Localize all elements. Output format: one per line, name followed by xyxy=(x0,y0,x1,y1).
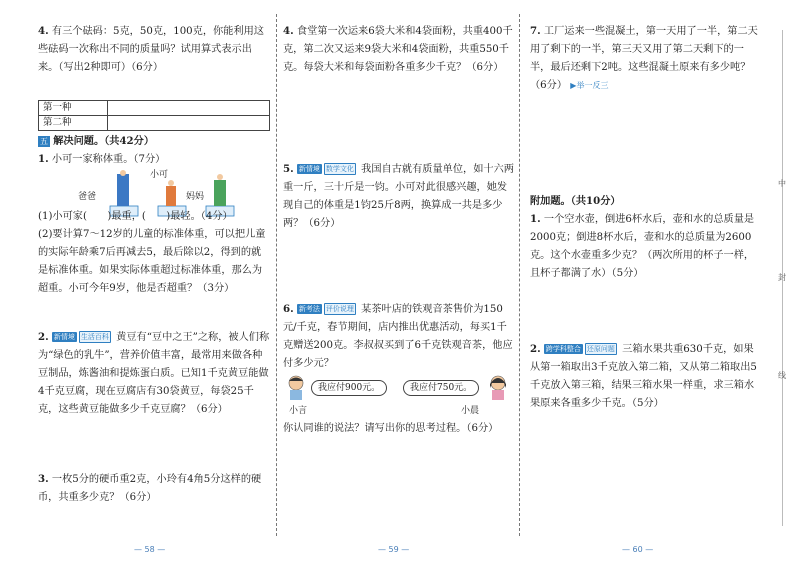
tag-badge: 数学文化 xyxy=(325,165,354,173)
figure-dad xyxy=(117,174,129,206)
bonus-question-1 xyxy=(530,210,758,283)
section-title: 附加题。（共10分） xyxy=(530,195,621,207)
question-number: 6. xyxy=(283,303,294,315)
column-divider xyxy=(519,14,520,536)
figure-xiaoke-head xyxy=(168,180,174,186)
binding-mark: 封 xyxy=(778,273,786,282)
page-number: — 59 — xyxy=(378,545,410,554)
table-row xyxy=(39,101,270,116)
question-number: 2. xyxy=(530,343,541,355)
question-number: 7. xyxy=(530,25,541,37)
question-number: 4. xyxy=(38,25,49,37)
question-number: 1. xyxy=(530,213,541,225)
answer-cell[interactable] xyxy=(108,116,270,131)
figure-dad-head xyxy=(120,170,126,176)
name-right: 小晨 xyxy=(461,406,480,416)
question-number: 4. xyxy=(283,25,294,37)
question-text: (2)要计算7～12岁的儿童的标准体重，可以把儿童的实际年龄乘7后再减去5，最后除以2，得到的就是标准体重。如果实际体重超过标准体重，那么为超重。小可今年9岁，他是否超重？（3分） xyxy=(38,229,266,294)
question-number: 2. xyxy=(38,331,49,343)
question-text: 你认同谁的说法？请写出你的思考过程。（6分） xyxy=(283,423,499,434)
question-number: 3. xyxy=(38,473,49,485)
speech-bubble-left: 我应付900元。 xyxy=(311,380,387,396)
question-text: 黄豆有“豆中之王”之称，被人们称为“绿色的乳牛”，营养价值丰富，最常用来做各种豆制品，炼酱油和提炼蛋白质。已知1千克黄豆能做4千克豆腐，现在豆腐店有30袋黄豆，每袋25千克，这些黄豆能做多少千克豆腐？（6分） xyxy=(38,332,270,415)
table-cell: 第二种 xyxy=(39,116,108,131)
question-text: 小可一家称体重。（7分） xyxy=(51,154,166,165)
table-row xyxy=(39,116,270,131)
binding-mark: 线 xyxy=(778,371,786,380)
section-title: 解决问题。（共42分） xyxy=(53,135,155,147)
tag-badge: 新情境 xyxy=(298,165,320,173)
question-text: 一个空水壶，倒进6杯水后，壶和水的总质量是2000克；倒进8杯水后，壶和水的总质量为2600克。这个水壶重多少克？（两次所用的杯子一样，且杯子都满了水）（5分） xyxy=(530,214,755,279)
name-left: 小言 xyxy=(289,406,308,416)
question-1-part-2 xyxy=(38,226,270,298)
question-4 xyxy=(38,22,270,77)
question-1-part-1 xyxy=(38,208,270,226)
bonus-question-2 xyxy=(530,340,758,413)
tag-badge: 生活百科 xyxy=(80,333,109,341)
tag-badge: 评价说理 xyxy=(325,305,354,313)
question-text: 我国自古就有质量单位，如十六两重一斤，三十斤是一钧。小可对此很感兴趣，她发现自己的体重是1钧25斤8两，换算成一共是多少两？（6分） xyxy=(283,164,514,229)
question-text: 三箱水果共重630千克，如果从第一箱取出3千克放入第二箱，又从第二箱取出5千克放入第三箱，结果三箱水果一样重，求三箱水果原来各重多少千克。（5分） xyxy=(530,344,757,409)
question-text: 一枚5分的硬币重2克，小玲有4角5分这样的硬币，共重多少克？（6分） xyxy=(38,474,262,503)
question-text: 某茶叶店的铁观音茶售价为150元/千克，春节期间，店内推出优惠活动，每买1千克赠送200克。李叔叔买到了6千克铁观音茶，他应付多少元？ xyxy=(283,304,513,369)
question-number: 1. xyxy=(38,153,49,165)
question-2 xyxy=(38,328,270,419)
label-mom: 妈妈 xyxy=(186,192,205,202)
tag-badge: 新考法 xyxy=(298,305,320,313)
answer-cell[interactable] xyxy=(108,101,270,116)
question-text: 工厂运来一些混凝土，第一天用了一半，第二天用了剩下的一半，第三天又用了第二天剩下的一半，最后还剩下2吨。这些混凝土原来有多少吨？（6分） xyxy=(530,26,758,91)
question-3 xyxy=(38,470,270,507)
question-text: 食堂第一次运来6袋大米和4袋面粉，共重400千克，第二次又运来9袋大米和4袋面粉，共重550千克。每袋大米和每袋面粉各重多少千克？（6分） xyxy=(283,26,513,73)
column-right xyxy=(530,22,758,540)
bonus-heading xyxy=(530,192,758,211)
column-divider xyxy=(276,14,277,536)
boy-avatar-icon xyxy=(285,374,307,400)
table-cell: 第一种 xyxy=(39,101,108,116)
section-badge: 五 xyxy=(40,137,48,146)
question-4 xyxy=(283,22,515,77)
tag-badge: 还原问题 xyxy=(586,345,615,353)
tag-badge: 新情境 xyxy=(53,333,75,341)
figure-mom-head xyxy=(217,174,223,180)
question-7 xyxy=(530,22,758,95)
extension-link[interactable]: ▶举一反三 xyxy=(570,81,609,90)
figure-mom xyxy=(214,180,226,206)
section-heading xyxy=(38,132,270,151)
column-left xyxy=(38,22,270,540)
question-number: 5. xyxy=(283,163,294,175)
label-dad: 爸爸 xyxy=(78,192,97,202)
figure-xiaoke xyxy=(166,186,176,206)
page-number: — 58 — xyxy=(134,545,166,554)
speech-bubble-right: 我应付750元。 xyxy=(403,380,479,396)
question-text: (1)小可家( )最重，( )最轻。（4分） xyxy=(38,211,233,222)
answer-table xyxy=(38,100,270,131)
question-6 xyxy=(283,300,515,373)
girl-avatar-icon xyxy=(487,374,509,400)
page-number: — 60 — xyxy=(622,545,654,554)
question-6-ask xyxy=(283,420,515,438)
question-text: 有三个砝码：5克，50克，100克，你能利用这些砝码一次称出不同的质量吗？试用算式表示出来。（写出2种即可）（6分） xyxy=(38,26,264,73)
label-xiaoke: 小可 xyxy=(150,170,169,180)
tag-badge: 跨学科整合 xyxy=(545,345,581,353)
binding-mark: 中 xyxy=(778,179,786,188)
column-middle xyxy=(283,22,515,540)
question-5 xyxy=(283,160,515,233)
